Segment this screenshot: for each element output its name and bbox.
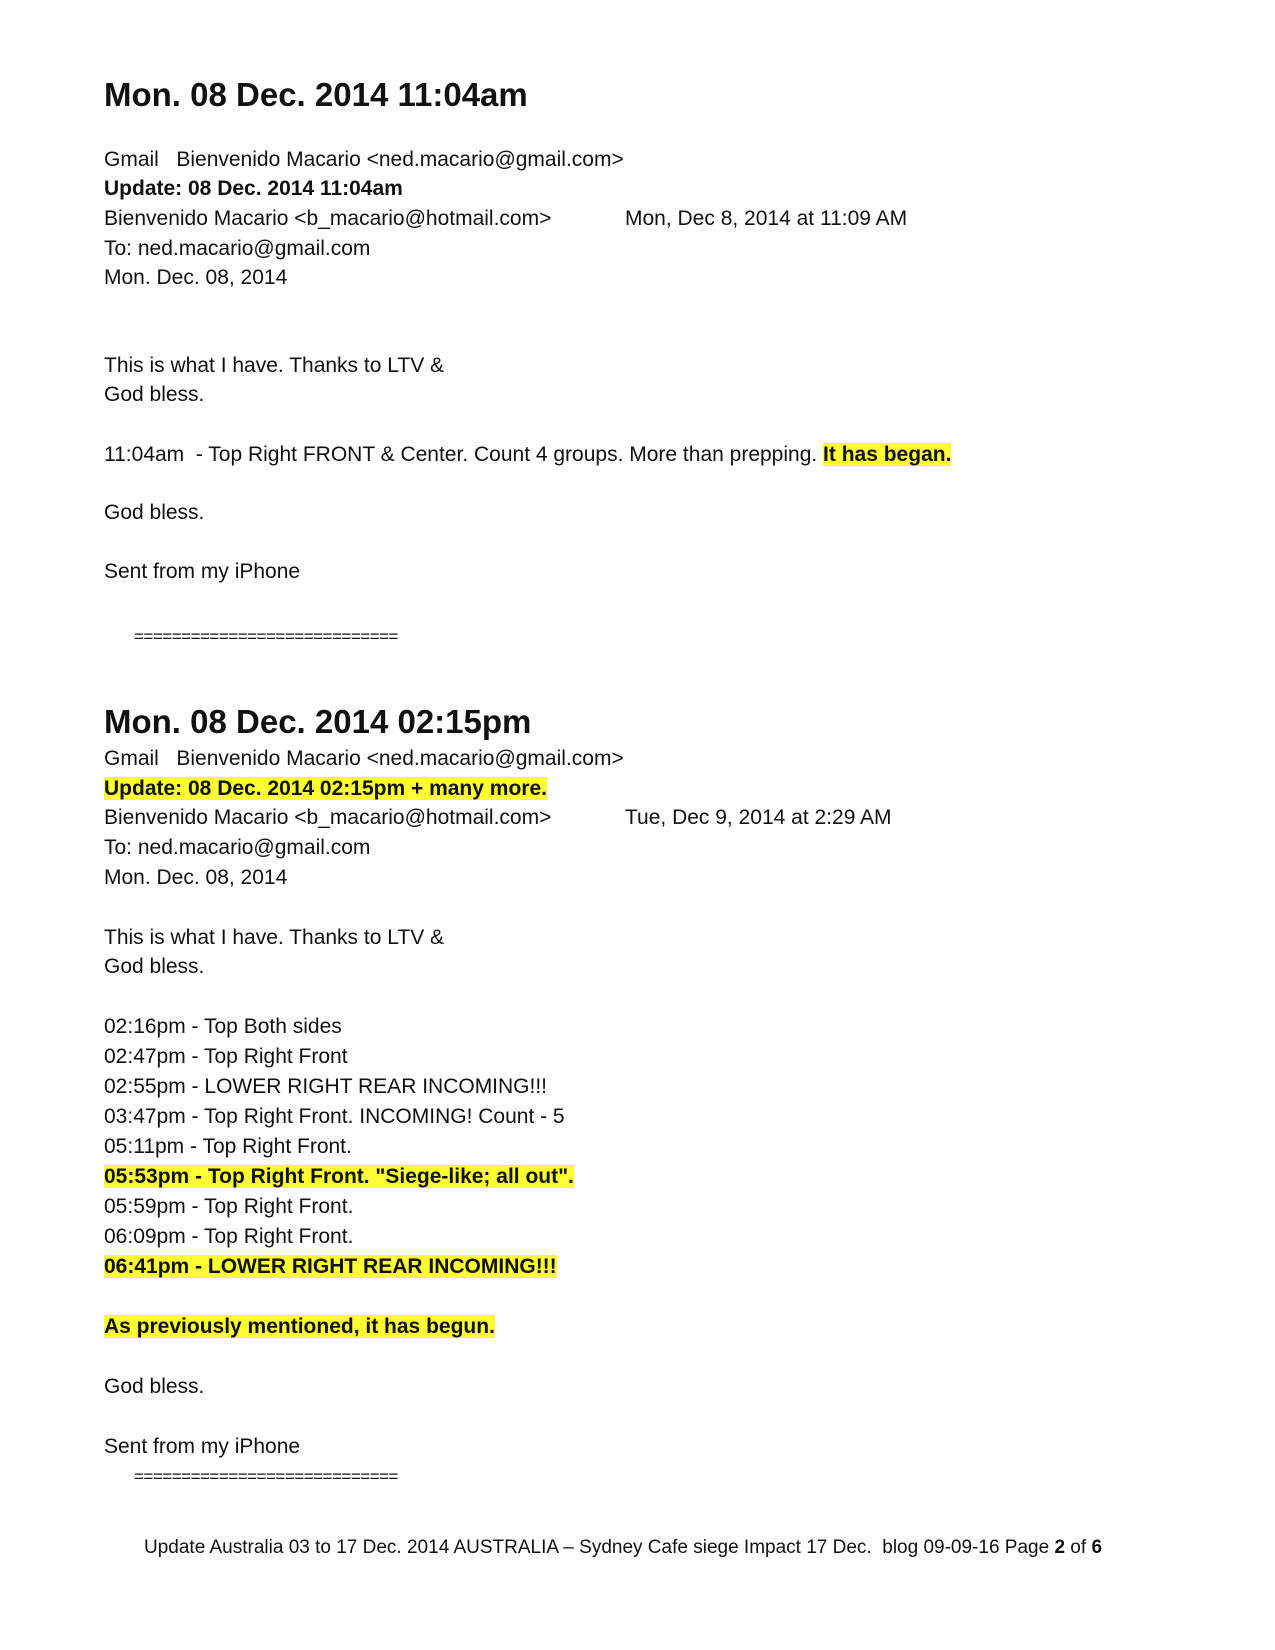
- email2-from: Bienvenido Macario <b_macario@hotmail.com>: [104, 806, 552, 829]
- email1-sent-date: Mon, Dec 8, 2014 at 11:09 AM: [625, 207, 908, 230]
- email2-conclusion: As previously mentioned, it has begun.: [104, 1315, 495, 1338]
- email1-signature: Sent from my iPhone: [104, 560, 301, 583]
- email2-conclusion-row: [104, 1313, 495, 1341]
- email2-intro-2: God bless.: [104, 955, 205, 978]
- footer-of: of: [1065, 1537, 1092, 1558]
- email1-subject: Update: 08 Dec. 2014 11:04am: [104, 177, 403, 200]
- email2-closing: God bless.: [104, 1375, 205, 1398]
- email2-signature: Sent from my iPhone: [104, 1435, 301, 1458]
- email2-sent-date: Tue, Dec 9, 2014 at 2:29 AM: [625, 806, 892, 829]
- footer-text: Update Australia 03 to 17 Dec. 2014 AUSTRALIA – Sydney Cafe siege Impact 17 Dec. blog 09-09-16 Page: [144, 1537, 1055, 1558]
- email2-entry: 06:09pm - Top Right Front.: [104, 1225, 354, 1248]
- email2-entry-row: [104, 1253, 557, 1281]
- email1-entry: [104, 441, 951, 469]
- footer-page-total: 6: [1091, 1537, 1103, 1558]
- email1-date-line: Mon. Dec. 08, 2014: [104, 266, 288, 289]
- email1-closing: God bless.: [104, 501, 205, 524]
- email2-separator: ============================: [134, 1467, 398, 1486]
- email1-heading: Mon. 08 Dec. 2014 11:04am: [104, 76, 528, 113]
- page-footer: [144, 1535, 1102, 1561]
- email1-entry-highlight: It has began.: [823, 443, 952, 466]
- email2-entry: 02:16pm - Top Both sides: [104, 1015, 342, 1038]
- email2-gmail-line: Gmail Bienvenido Macario <ned.macario@gmail.com>: [104, 747, 624, 770]
- email2-entry: 02:55pm - LOWER RIGHT REAR INCOMING!!!: [104, 1075, 548, 1098]
- email2-entry: 02:47pm - Top Right Front: [104, 1045, 348, 1068]
- email2-entry-highlight: 05:53pm - Top Right Front. "Siege-like; all out".: [104, 1165, 574, 1188]
- email2-date-line: Mon. Dec. 08, 2014: [104, 866, 288, 889]
- email1-separator: ============================: [134, 627, 398, 646]
- email2-entry-highlight: 06:41pm - LOWER RIGHT REAR INCOMING!!!: [104, 1255, 557, 1278]
- email1-entry-text: 11:04am - Top Right FRONT & Center. Count 4 groups. More than prepping.: [104, 443, 824, 466]
- email2-entry: 03:47pm - Top Right Front. INCOMING! Count - 5: [104, 1105, 565, 1128]
- email2-entry: 05:11pm - Top Right Front.: [104, 1135, 352, 1158]
- footer-page-current: 2: [1054, 1537, 1066, 1558]
- email2-subject-row: [104, 775, 547, 803]
- email2-subject: Update: 08 Dec. 2014 02:15pm + many more.: [104, 777, 547, 800]
- email2-entry-row: [104, 1163, 574, 1191]
- email1-intro-1: This is what I have. Thanks to LTV &: [104, 354, 445, 377]
- email1-gmail-line: Gmail Bienvenido Macario <ned.macario@gmail.com>: [104, 148, 624, 171]
- email2-to: To: ned.macario@gmail.com: [104, 836, 371, 859]
- email2-heading: Mon. 08 Dec. 2014 02:15pm: [104, 703, 532, 740]
- email1-to: To: ned.macario@gmail.com: [104, 237, 371, 260]
- email2-entry: 05:59pm - Top Right Front.: [104, 1195, 354, 1218]
- email1-intro-2: God bless.: [104, 383, 205, 406]
- email2-intro-1: This is what I have. Thanks to LTV &: [104, 926, 445, 949]
- email1-from: Bienvenido Macario <b_macario@hotmail.com>: [104, 207, 552, 230]
